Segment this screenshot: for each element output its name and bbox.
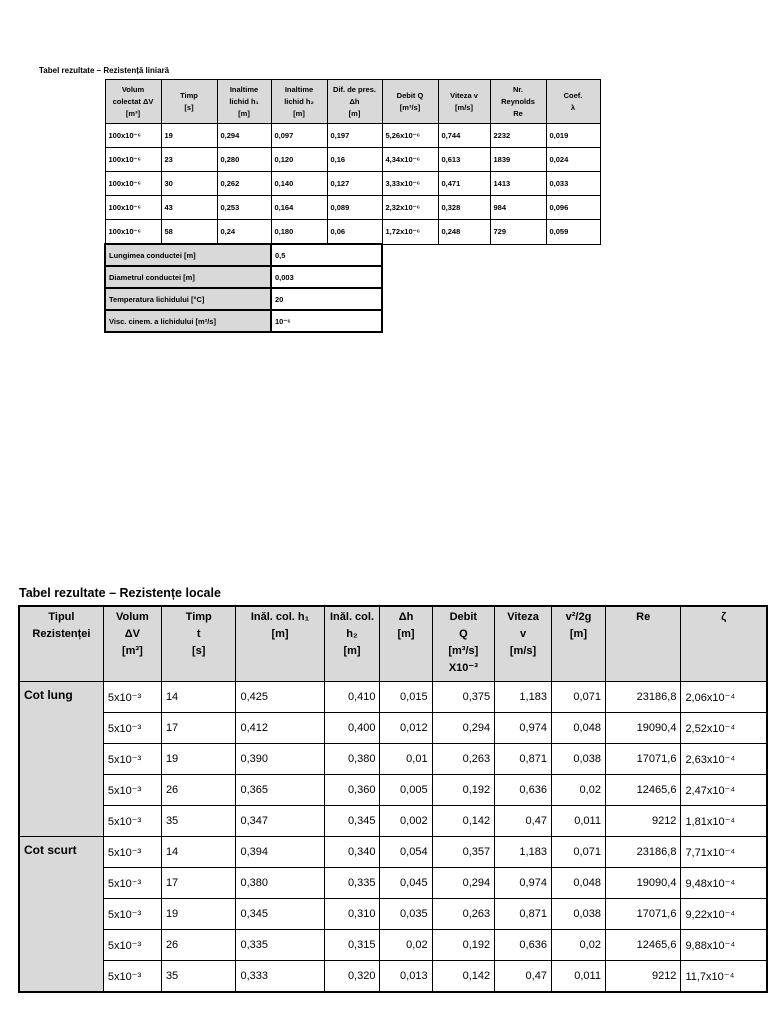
- table1-cell: 58: [161, 220, 217, 245]
- table1-cell: 3,33x10⁻⁶: [382, 172, 438, 196]
- table2-cell: 5x10⁻³: [103, 806, 161, 837]
- table2-cell: 0,410: [324, 682, 380, 713]
- table2-cell: 0,263: [432, 899, 495, 930]
- table2-cell: 26: [161, 775, 236, 806]
- table2-cell: 0,294: [432, 868, 495, 899]
- table2-cell: 14: [161, 837, 236, 868]
- table2-cell: 5x10⁻³: [103, 868, 161, 899]
- table1-cell: 0,197: [327, 124, 382, 148]
- table2-cell: 26: [161, 930, 236, 961]
- table1-title: Tabel rezultate – Rezistență liniară: [39, 66, 170, 75]
- table2-cell: 0,048: [551, 713, 605, 744]
- table1-cell: 19: [161, 124, 217, 148]
- table2-cell: 2,63x10⁻⁴: [681, 744, 767, 775]
- table2-header-cell: Viteza v [m/s]: [495, 606, 552, 682]
- table2-cell: 0,345: [236, 899, 324, 930]
- table1-row: [105, 172, 600, 196]
- table1-cell: 0,744: [438, 124, 490, 148]
- table2-cell: 5x10⁻³: [103, 837, 161, 868]
- table1-cell: 0,164: [271, 196, 327, 220]
- table2-cell: 0,390: [236, 744, 324, 775]
- table2-cell: 0,333: [236, 961, 324, 993]
- table1-cell: 0,06: [327, 220, 382, 245]
- table2-cell: 0,400: [324, 713, 380, 744]
- property-label: Temperatura lichidului [°C]: [105, 288, 271, 310]
- table1-cell: 0,328: [438, 196, 490, 220]
- table2-header-cell: ζ: [681, 606, 767, 682]
- table1-row: [105, 148, 600, 172]
- table1-cell: 0,089: [327, 196, 382, 220]
- table2-cell: 0,142: [432, 961, 495, 993]
- table1-row: [105, 220, 600, 245]
- table2-cell: 9212: [605, 961, 680, 993]
- table2-cell: 9,48x10⁻⁴: [681, 868, 767, 899]
- table1-cell: 0,024: [546, 148, 600, 172]
- table2-cell: 0,340: [324, 837, 380, 868]
- table2-cell: 0,005: [380, 775, 432, 806]
- table2-cell: 0,054: [380, 837, 432, 868]
- property-value: 20: [271, 288, 382, 310]
- table2-cell: 5x10⁻³: [103, 899, 161, 930]
- table2-cell: 0,192: [432, 930, 495, 961]
- table2-cell: 7,71x10⁻⁴: [681, 837, 767, 868]
- table2-cell: 0,045: [380, 868, 432, 899]
- table1-empty-cell: [382, 244, 600, 266]
- table1-cell: 0,033: [546, 172, 600, 196]
- table1-cell: 2,32x10⁻⁶: [382, 196, 438, 220]
- table2-cell: 5x10⁻³: [103, 682, 161, 713]
- table2-header-cell: Debit Q [m³/s] X10⁻³: [432, 606, 495, 682]
- table2-row: [19, 930, 767, 961]
- table2-cell: 0,013: [380, 961, 432, 993]
- table2-cell: 0,47: [495, 961, 552, 993]
- table2-title: Tabel rezultate – Rezistențe locale: [19, 586, 221, 600]
- table1-header-cell: Volum colectat ΔV [m³]: [105, 80, 161, 124]
- table1-cell: 0,097: [271, 124, 327, 148]
- table2-cell: 5x10⁻³: [103, 744, 161, 775]
- table1-cell: 0,613: [438, 148, 490, 172]
- table2-cell: 23186,8: [605, 682, 680, 713]
- table2-cell: 17071,6: [605, 744, 680, 775]
- table2-cell: 0,425: [236, 682, 324, 713]
- table2-row: [19, 744, 767, 775]
- table2-cell: 0,02: [551, 930, 605, 961]
- table2-cell: 9,88x10⁻⁴: [681, 930, 767, 961]
- table2-cell: 9,22x10⁻⁴: [681, 899, 767, 930]
- table2-cell: 0,012: [380, 713, 432, 744]
- table1-header-cell: Inaltime lichid h₁ [m]: [217, 80, 271, 124]
- table2-cell: 1,183: [495, 682, 552, 713]
- table2-cell: 0,002: [380, 806, 432, 837]
- table2-cell: 0,315: [324, 930, 380, 961]
- table1-header-cell: Dif. de pres. Δh [m]: [327, 80, 382, 124]
- table2-cell: 19090,4: [605, 713, 680, 744]
- table1-cell: 0,253: [217, 196, 271, 220]
- table2-cell: 0,294: [432, 713, 495, 744]
- property-label: Diametrul conductei [m]: [105, 266, 271, 288]
- table1-cell: 0,471: [438, 172, 490, 196]
- table2-cell: 2,47x10⁻⁴: [681, 775, 767, 806]
- table2-cell: 17: [161, 868, 236, 899]
- table2-header-cell: v²/2g [m]: [551, 606, 605, 682]
- table2-cell: 0,394: [236, 837, 324, 868]
- table2-cell: 5x10⁻³: [103, 961, 161, 993]
- table1-header-cell: Debit Q [m³/s]: [382, 80, 438, 124]
- table2-cell: 0,011: [551, 806, 605, 837]
- table2-cell: 0,015: [380, 682, 432, 713]
- table2-cell: 0,011: [551, 961, 605, 993]
- table1-empty-cell: [382, 310, 600, 332]
- table2-cell: 0,071: [551, 837, 605, 868]
- property-label: Visc. cinem. a lichidului [m²/s]: [105, 310, 271, 332]
- table2-cell: 0,636: [495, 775, 552, 806]
- table2-cell: 0,47: [495, 806, 552, 837]
- property-label: Lungimea conductei [m]: [105, 244, 271, 266]
- table1-property-row: [105, 266, 600, 288]
- table2-cell: 14: [161, 682, 236, 713]
- local-resistance-table: [18, 605, 768, 993]
- table2-cell: 2,06x10⁻⁴: [681, 682, 767, 713]
- table1-cell: 0,280: [217, 148, 271, 172]
- table2-cell: 35: [161, 961, 236, 993]
- table2-cell: 0,310: [324, 899, 380, 930]
- table1-cell: 100x10⁻⁶: [105, 148, 161, 172]
- table1-cell: 1413: [490, 172, 546, 196]
- table1-cell: 2232: [490, 124, 546, 148]
- table2-cell: 1,81x10⁻⁴: [681, 806, 767, 837]
- table2-cell: 0,335: [324, 868, 380, 899]
- table1-cell: 0,096: [546, 196, 600, 220]
- table2-cell: 23186,8: [605, 837, 680, 868]
- table2-cell: 0,192: [432, 775, 495, 806]
- table2-row: [19, 837, 767, 868]
- table1-cell: 0,24: [217, 220, 271, 245]
- table2-cell: 0,345: [324, 806, 380, 837]
- table2-cell: 0,263: [432, 744, 495, 775]
- table1-cell: 729: [490, 220, 546, 245]
- table2-cell: 0,871: [495, 744, 552, 775]
- table1-property-row: [105, 288, 600, 310]
- table1-cell: 30: [161, 172, 217, 196]
- table1-empty-cell: [382, 266, 600, 288]
- table1-property-row: [105, 244, 600, 266]
- table1-cell: 0,248: [438, 220, 490, 245]
- table2-cell: 0,380: [324, 744, 380, 775]
- table2-cell: 0,380: [236, 868, 324, 899]
- table1-property-row: [105, 310, 600, 332]
- table2-cell: 0,035: [380, 899, 432, 930]
- table2-row: [19, 713, 767, 744]
- table2-cell: 35: [161, 806, 236, 837]
- table2-cell: 19: [161, 744, 236, 775]
- table1-cell: 100x10⁻⁶: [105, 220, 161, 245]
- table2-header-cell: Volum ΔV [m³]: [103, 606, 161, 682]
- table1-cell: 1839: [490, 148, 546, 172]
- table2-cell: 12465,6: [605, 775, 680, 806]
- table2-cell: 5x10⁻³: [103, 713, 161, 744]
- table1-cell: 4,34x10⁻⁶: [382, 148, 438, 172]
- table1-cell: 100x10⁻⁶: [105, 196, 161, 220]
- table2-cell: 1,183: [495, 837, 552, 868]
- table2-cell: 0,871: [495, 899, 552, 930]
- table1-row: [105, 196, 600, 220]
- linear-resistance-table: [104, 79, 601, 333]
- table1-cell: 0,294: [217, 124, 271, 148]
- property-value: 0,003: [271, 266, 382, 288]
- table2-cell: 17: [161, 713, 236, 744]
- table2-cell: 0,038: [551, 744, 605, 775]
- table2-row: [19, 899, 767, 930]
- property-value: 10⁻⁶: [271, 310, 382, 332]
- resistance-type-cell: Cot scurt: [19, 837, 103, 993]
- table2-row: [19, 775, 767, 806]
- table1-cell: 100x10⁻⁶: [105, 172, 161, 196]
- table2-cell: 19090,4: [605, 868, 680, 899]
- table2-cell: 0,636: [495, 930, 552, 961]
- table2-cell: 0,02: [380, 930, 432, 961]
- table2-cell: 0,038: [551, 899, 605, 930]
- table1-cell: 0,019: [546, 124, 600, 148]
- table2-cell: 0,01: [380, 744, 432, 775]
- table1-cell: 0,180: [271, 220, 327, 245]
- table2-cell: 0,974: [495, 713, 552, 744]
- table2-header-cell: Δh [m]: [380, 606, 432, 682]
- table1-cell: 43: [161, 196, 217, 220]
- table1-cell: 0,120: [271, 148, 327, 172]
- table1-empty-cell: [382, 288, 600, 310]
- table2-row: [19, 961, 767, 993]
- table2-header-cell: Tipul Rezistenței: [19, 606, 103, 682]
- table1-header-cell: Nr. Reynolds Re: [490, 80, 546, 124]
- table1-cell: 0,127: [327, 172, 382, 196]
- table2-header-cell: Re: [605, 606, 680, 682]
- resistance-type-cell: Cot lung: [19, 682, 103, 837]
- table1-cell: 23: [161, 148, 217, 172]
- table2-cell: 0,142: [432, 806, 495, 837]
- table2-cell: 0,048: [551, 868, 605, 899]
- table1-header-cell: Coef. λ: [546, 80, 600, 124]
- table2-cell: 0,071: [551, 682, 605, 713]
- table2-row: [19, 806, 767, 837]
- table1-row: [105, 124, 600, 148]
- table2-cell: 0,412: [236, 713, 324, 744]
- table1-cell: 0,16: [327, 148, 382, 172]
- table2-cell: 19: [161, 899, 236, 930]
- table1-header-cell: Inaltime lichid h₂ [m]: [271, 80, 327, 124]
- property-value: 0,5: [271, 244, 382, 266]
- table2-cell: 0,360: [324, 775, 380, 806]
- table1-header-row: [105, 80, 600, 124]
- table2-cell: 12465,6: [605, 930, 680, 961]
- table1-cell: 0,059: [546, 220, 600, 245]
- table1-cell: 100x10⁻⁶: [105, 124, 161, 148]
- table2-cell: 0,365: [236, 775, 324, 806]
- table2-cell: 9212: [605, 806, 680, 837]
- table1-cell: 0,262: [217, 172, 271, 196]
- table2-header-cell: Inăl. col. h₁ [m]: [236, 606, 324, 682]
- table1-cell: 0,140: [271, 172, 327, 196]
- table2-header-row: [19, 606, 767, 682]
- table2-cell: 0,375: [432, 682, 495, 713]
- table2-cell: 5x10⁻³: [103, 775, 161, 806]
- table2-cell: 5x10⁻³: [103, 930, 161, 961]
- table2-row: [19, 682, 767, 713]
- table2-cell: 0,320: [324, 961, 380, 993]
- table2-cell: 11,7x10⁻⁴: [681, 961, 767, 993]
- table2-cell: 17071,6: [605, 899, 680, 930]
- table1-header-cell: Viteza v [m/s]: [438, 80, 490, 124]
- table2-header-cell: Inăl. col. h₂ [m]: [324, 606, 380, 682]
- table2-cell: 0,357: [432, 837, 495, 868]
- table1-cell: 984: [490, 196, 546, 220]
- table1-header-cell: Timp [s]: [161, 80, 217, 124]
- table2-cell: 0,335: [236, 930, 324, 961]
- table2-cell: 0,347: [236, 806, 324, 837]
- table2-header-cell: Timp t [s]: [161, 606, 236, 682]
- table1-cell: 1,72x10⁻⁶: [382, 220, 438, 245]
- table1-cell: 5,26x10⁻⁶: [382, 124, 438, 148]
- table2-row: [19, 868, 767, 899]
- table2-cell: 0,02: [551, 775, 605, 806]
- table2-cell: 0,974: [495, 868, 552, 899]
- table2-cell: 2,52x10⁻⁴: [681, 713, 767, 744]
